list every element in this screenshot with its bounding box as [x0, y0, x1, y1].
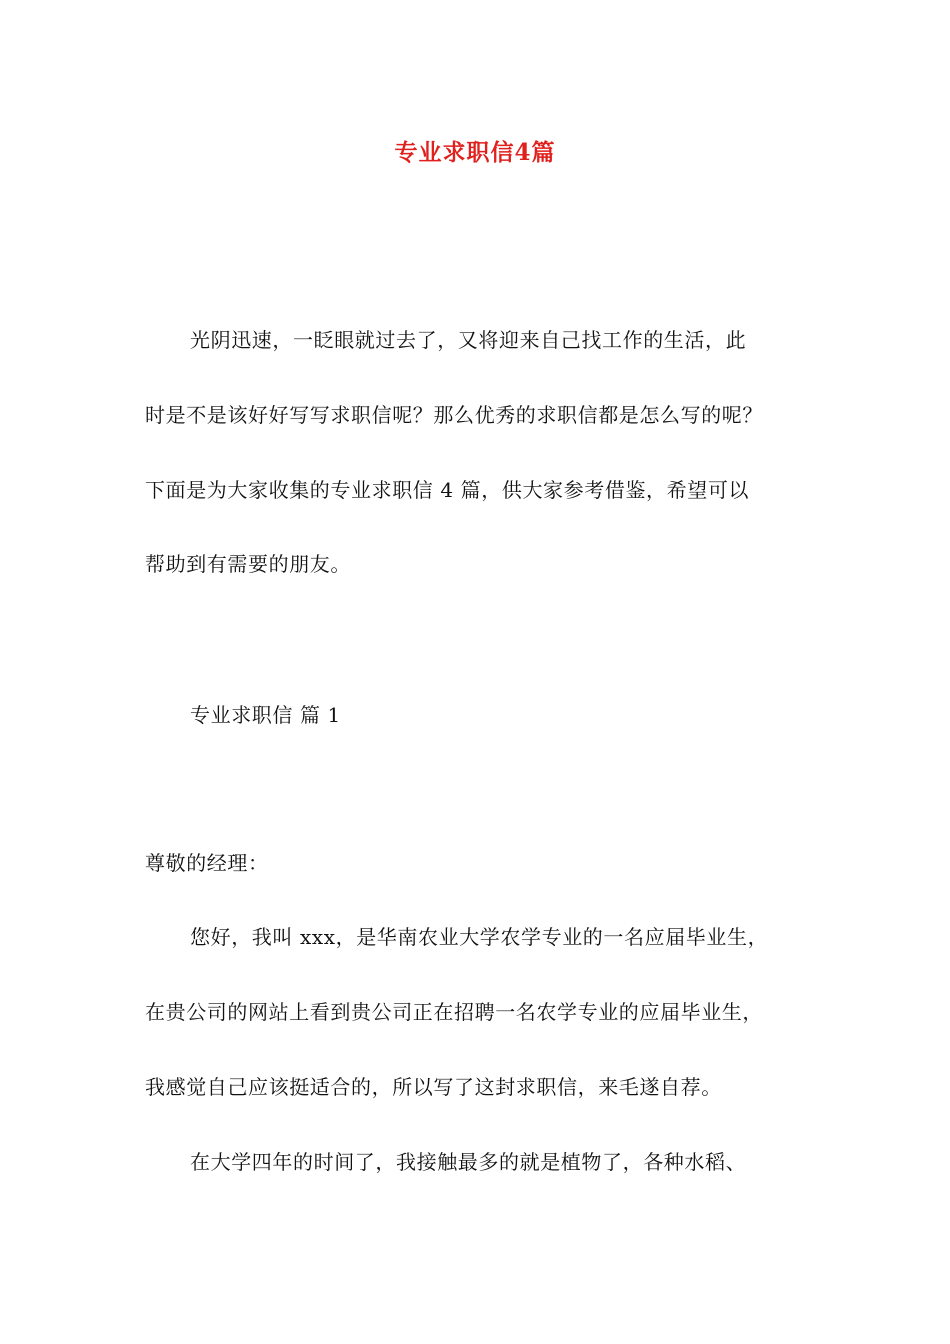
- intro-line: 光阴迅速，一眨眼就过去了，又将迎来自己找工作的生活，此: [190, 328, 747, 352]
- body-line: 在贵公司的网站上看到贵公司正在招聘一名农学专业的应届毕业生，: [145, 1000, 763, 1024]
- body-line: 我感觉自己应该挺适合的，所以写了这封求职信，来毛遂自荐。: [145, 1075, 722, 1099]
- body-line: 在大学四年的时间了，我接触最多的就是植物了，各种水稻、: [190, 1150, 747, 1174]
- section-heading: 专业求职信 篇 1: [190, 703, 341, 727]
- intro-line: 帮助到有需要的朋友。: [145, 552, 351, 576]
- intro-line: 下面是为大家收集的专业求职信 4 篇，供大家参考借鉴，希望可以: [145, 478, 750, 502]
- salutation: 尊敬的经理：: [145, 851, 269, 875]
- document-title: 专业求职信4篇: [394, 139, 556, 166]
- intro-line: 时是不是该好好写写求职信呢？那么优秀的求职信都是怎么写的呢？: [145, 403, 763, 427]
- body-line: 您好，我叫 xxx，是华南农业大学农学专业的一名应届毕业生，: [190, 925, 769, 949]
